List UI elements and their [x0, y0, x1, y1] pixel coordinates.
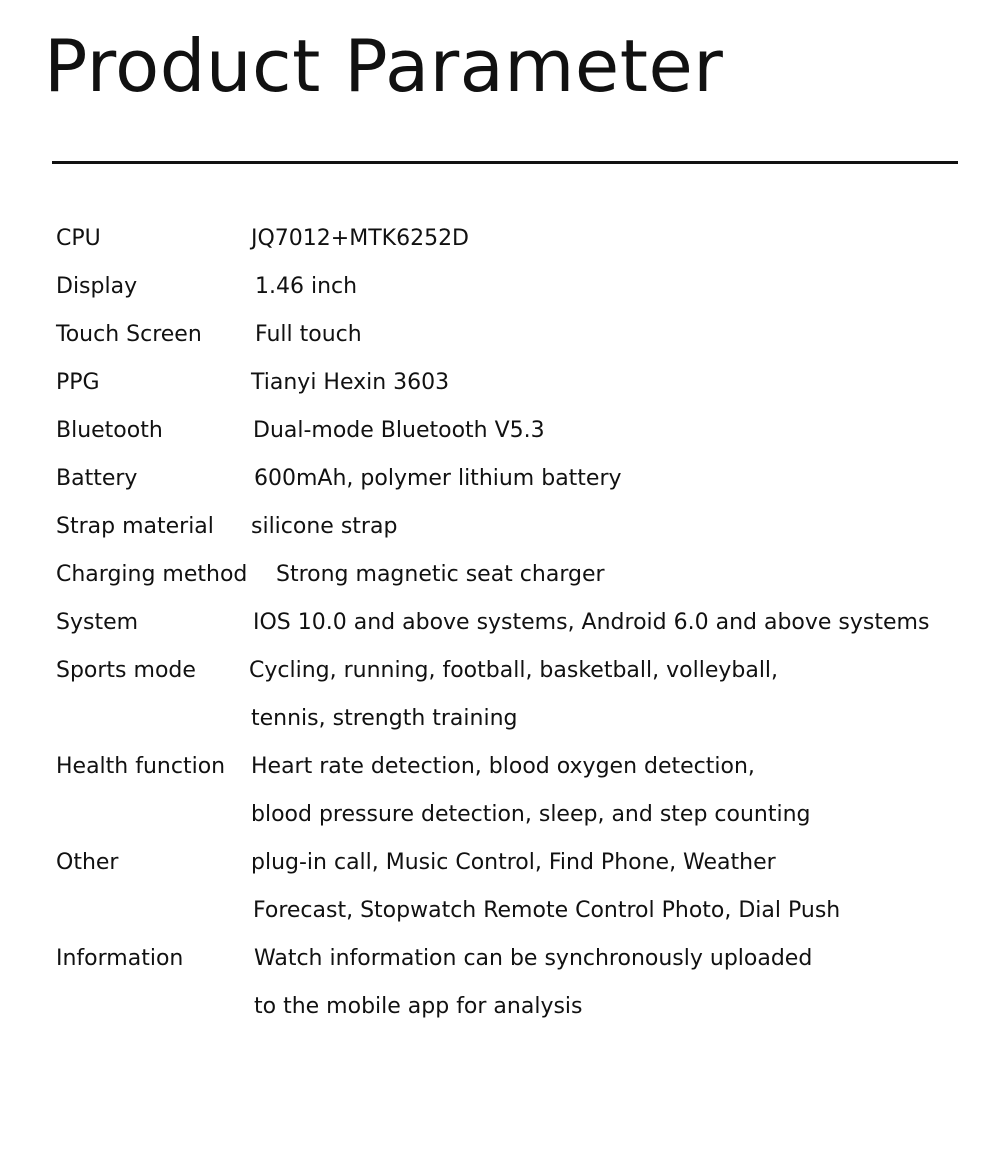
param-label: Battery — [56, 466, 138, 491]
param-value: silicone strap — [251, 514, 398, 539]
param-value: Strong magnetic seat charger — [276, 562, 605, 587]
param-value: Watch information can be synchronously uploaded — [254, 946, 813, 971]
param-label: Charging method — [56, 562, 248, 587]
param-label: Information — [56, 946, 184, 971]
param-value: Heart rate detection, blood oxygen detection, — [251, 754, 755, 779]
param-value: Cycling, running, football, basketball, volleyball, — [249, 658, 779, 683]
param-value: Tianyi Hexin 3603 — [251, 370, 450, 395]
param-label: CPU — [56, 226, 101, 251]
param-label: Sports mode — [56, 658, 196, 683]
param-value: to the mobile app for analysis — [254, 994, 583, 1019]
param-label: Display — [56, 274, 138, 299]
param-label: Strap material — [56, 514, 214, 539]
param-value: JQ7012+MTK6252D — [251, 226, 470, 251]
param-label: PPG — [56, 370, 100, 395]
page-title: Product Parameter — [44, 24, 724, 108]
param-value: plug-in call, Music Control, Find Phone, Weather — [251, 850, 776, 875]
param-value: 600mAh, polymer lithium battery — [254, 466, 622, 491]
param-value: 1.46 inch — [255, 274, 358, 299]
param-label: Health function — [56, 754, 226, 779]
param-label: Bluetooth — [56, 418, 163, 443]
title-divider — [52, 161, 958, 164]
param-value: blood pressure detection, sleep, and step counting — [251, 802, 811, 827]
param-value: Dual-mode Bluetooth V5.3 — [253, 418, 545, 443]
param-label: System — [56, 610, 139, 635]
param-label: Touch Screen — [56, 322, 202, 347]
param-value: IOS 10.0 and above systems, Android 6.0 and above systems — [253, 610, 930, 635]
param-value: Forecast, Stopwatch Remote Control Photo, Dial Push — [253, 898, 841, 923]
param-value: tennis, strength training — [251, 706, 518, 731]
param-label: Other — [56, 850, 119, 875]
param-value: Full touch — [255, 322, 362, 347]
